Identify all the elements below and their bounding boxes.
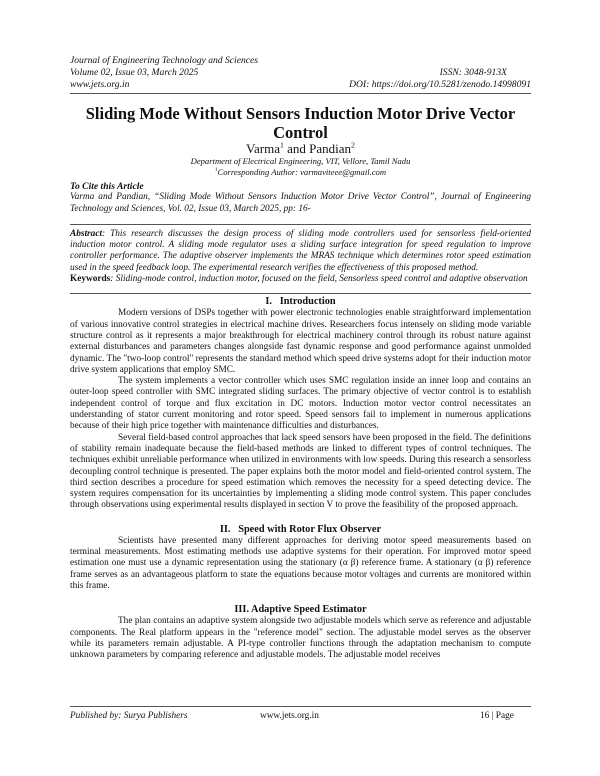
paragraph: Several field-based control approaches that lack speed sensors have been proposed in the field. The definitions of stability remain inadequate because the field-based methods are linked to different types of control techniques. The techniques exhibit unreliable performance when utilized in environments with low speeds. During this research a sensorless decoupling control technique is presented. The paper explains both the motor model and field-oriented control system. The third section describes a procedure for speed estimation which removes the necessity for a speed detecting device. The system requires compensation for its uncertainties by implementing a sliding mode control system. This paper concludes through observations using experimental results displayed in section V to prove the feasibility of the proposed approach.	[70, 432, 531, 511]
corr-sup: 1	[214, 167, 218, 174]
journal-website: www.jets.org.in	[70, 79, 130, 90]
abstract-label: Abstract	[70, 228, 103, 239]
section-3	[70, 604, 531, 661]
issn: ISSN: 3048-913X	[439, 67, 507, 78]
header-row-volume	[70, 67, 531, 79]
cite-rule	[70, 224, 531, 225]
page-footer	[70, 706, 531, 721]
footer-page-number: 16 | Page	[480, 711, 514, 721]
section-1	[70, 296, 531, 511]
paragraph: The system implements a vector controller which uses SMC regulation inside an inner loop and contains an outer-loop speed controller with SMC integrated sliding surfaces. The primary objective of vector control is to establish independent control of torque and flux excitation in DC motors. Induction motor vector control necessitates an understanding of stator current monitoring and rotor speed. Speed sensors fail to implement in numerous applications because of their high price together with maintenance difficulties and disturbances.	[70, 376, 531, 432]
footer-website: www.jets.org.in	[260, 711, 319, 721]
section-2	[70, 524, 531, 592]
volume-info: Volume 02, Issue 03, March 2025	[70, 67, 199, 78]
abstract-text: : This research discusses the design process of sliding mode controllers used for sensorless field-oriented induction motor control. A sliding mode regulator uses a sliding surface integration for speed regulation to improve controller performance. The adaptive observer implements the MRAS technique which determines rotor speed estimation used in the speed feedback loop. The experimental research verifies the effectiveness of this proposed method.	[70, 228, 531, 273]
author-1: Varma	[246, 141, 280, 156]
corresponding-author	[70, 167, 531, 178]
keywords-text: : Sliding-mode control, induction motor, focused on the field, Sensorless speed control and adaptive observation	[110, 274, 528, 285]
paragraph: Modern versions of DSPs together with power electronic technologies enable straightforward implementation of various innovative control strategies in electrical machine drives. Researchers focus intensely on sliding mode variable structure control as it represents a major breakthrough for electrical machinery control through its robust nature against external disturbances and parameters changes alongside fast dynamic response and good performance against unmolded dynamic. The "two-loop control" represents the standard method which speed drive systems adopt for their induction motor drive system applications that employ SMC.	[70, 308, 531, 375]
author-and: and	[283, 141, 310, 156]
cite-heading: To Cite this Article	[70, 181, 144, 192]
abstract-rule	[70, 293, 531, 294]
section-heading: III. Adaptive Speed Estimator	[234, 604, 367, 616]
author-2-sup: 2	[351, 140, 355, 150]
section-heading: II. Speed with Rotor Flux Observer	[219, 523, 382, 535]
paragraph: The plan contains an adaptive system alongside two adjustable models which serve as reference and adjustable components. The Real platform appears in the "reference model" section. The adjustable model serves as the observer while its parameters remain adjustable. A PI-type controller functions through the adaptation mechanism to compute unknown parameters by comparing reference and adjustable models. The adjustable model receives	[70, 616, 531, 661]
author-1-sup: 1	[279, 140, 284, 150]
abstract	[70, 229, 531, 274]
corr-text: Corresponding Author: varmaviteee@gmail.com	[217, 167, 387, 177]
affiliation: Department of Electrical Engineering, VIT, Vellore, Tamil Nadu	[190, 156, 411, 166]
paragraph: Scientists have presented many different approaches for deriving motor speed measurements based on terminal measurements. Most estimating methods use adaptive systems for their operation. For improved motor speed estimation one must use a dynamic representation using the stationary (α β) reference frame. A stationary (α β) reference frame serves as an advantageous platform to state the equations because motor voltages and currents are monitored within this frame.	[70, 535, 531, 591]
keywords-label: Keywords	[70, 274, 111, 285]
author-2: Pandian	[309, 141, 352, 156]
journal-name: Journal of Engineering Technology and Sciences	[70, 55, 259, 66]
keywords	[70, 274, 531, 285]
paper-page	[70, 55, 531, 661]
section-heading: I. Introduction	[265, 296, 336, 308]
doi: DOI: https://doi.org/10.5281/zenodo.14998091	[349, 79, 531, 90]
cite-text: Varma and Pandian, “Sliding Mode Without Sensors Induction Motor Drive Vector Control”, Journal of Engineering Technology and Sciences, Vol. 02, Issue 03, March 2025, pp: 16-	[70, 192, 531, 214]
header-rule	[70, 93, 531, 94]
footer-publisher: Published by: Surya Publishers	[70, 711, 188, 721]
header-row-doi	[70, 79, 531, 91]
authors	[70, 142, 531, 156]
paper-title: Sliding Mode Without Sensors Induction Motor Drive Vector Control	[85, 104, 516, 142]
